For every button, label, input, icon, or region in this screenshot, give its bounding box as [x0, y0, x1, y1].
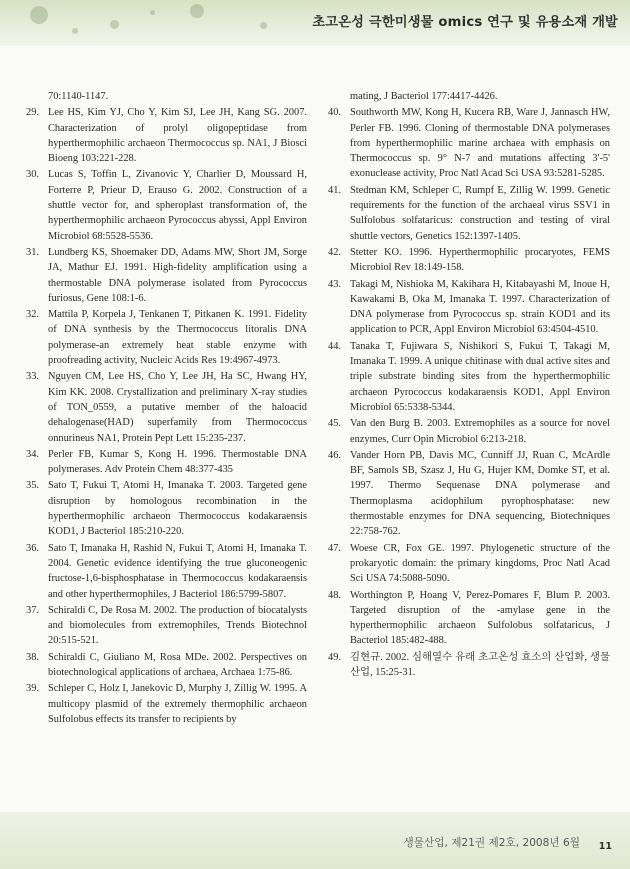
reference-text: Lee HS, Kim YJ, Cho Y, Kim SJ, Lee JH, Kang SG. 2007. Characterization of prolyl oligopeptidase from hyperthermophilic archaeon Thermococcus sp. NA1, J Biosci Bioeng 103:221-228.: [48, 107, 307, 165]
reference-item: [28, 681, 307, 727]
reference-number: 29.: [26, 107, 39, 119]
decorative-dot: [110, 20, 119, 29]
decorative-dot: [30, 6, 48, 24]
page-number: 11: [598, 841, 612, 852]
reference-item: [28, 105, 307, 166]
reference-text: Schiraldi C, Giuliano M, Rosa MDe. 2002. Perspectives on biotechnological applications of archaea, Archaea 1:75-86.: [48, 651, 307, 678]
reference-item: [330, 416, 610, 447]
reference-number: 32.: [26, 309, 39, 321]
reference-number: 39.: [26, 683, 39, 695]
reference-item: [330, 183, 610, 244]
references-left-column: [28, 89, 307, 727]
reference-item: [28, 650, 307, 681]
reference-number: 37.: [26, 604, 39, 616]
reference-text: Lucas S, Toffin L, Zivanovic Y, Charlier D, Moussard H, Forterre P, Prieur D, Erauso G. 2002. Construction of a shuttle vector for, and spheroplast transformation of, the hyperthermophilic archaeon Pyrococcus abyssi, Appl Environ Microbiol 68:5528-5536.: [48, 169, 307, 242]
reference-number: 40.: [328, 107, 341, 119]
reference-item: [330, 650, 610, 681]
reference-text: Mattila P, Korpela J, Tenkanen T, Pitkanen K. 1991. Fidelity of DNA synthesis by the Thermococcus litoralis DNA polymerase-an extremely heat stable enzyme with proofreading activity, Nucleic Acids Res 19:4967-4973.: [48, 309, 307, 367]
reference-number: 43.: [328, 278, 341, 290]
reference-text: Takagi M, Nishioka M, Kakihara H, Kitabayashi M, Inoue H, Kawakami B, Oka M, Imanaka T. 1997. Characterization of DNA polymerase from Pyrococcus sp. strain KOD1 and its application to PCR, Appl Environ Microbiol 63:4504-4510.: [350, 278, 610, 336]
reference-text: Southworth MW, Kong H, Kucera RB, Ware J, Jannasch HW, Perler FB. 1996. Cloning of thermostable DNA polymerases from hyperthermophilic marine archaea with emphasis on Thermococcus sp. 9° N-7 and mutations affecting 3'-5' exonuclease activity, Proc Natl Acad Sci USA 93:5281-5285.: [350, 107, 610, 180]
page-footer: [0, 812, 630, 869]
reference-text: Woese CR, Fox GE. 1997. Phylogenetic structure of the prokaryotic domain: the primary kingdoms, Proc Natl Acad Sci USA 74:5088-5090.: [350, 542, 610, 585]
reference-text: Vander Horn PB, Davis MC, Cunniff JJ, Ruan C, McArdle BF, Samols SB, Szasz J, Hu G, Hujer KM, Domke ST, et al. 1997. Thermo Sequenase DNA polymerase and Thermoplasma acidophilum pyrophosphatase: new thermostable enzymes for DNA sequencing, Biotechniques 22:758-762.: [350, 449, 610, 538]
reference-item: [28, 603, 307, 649]
reference-number: 42.: [328, 246, 341, 258]
reference-continuation: [28, 89, 307, 104]
reference-number: 36.: [26, 542, 39, 554]
reference-item: [28, 369, 307, 445]
reference-text: Schleper C, Holz I, Janekovic D, Murphy J, Zillig W. 1995. A multicopy plasmid of the extremely thermophilic archaeon Sulfolobus effects its transfer to recipients by: [48, 683, 307, 725]
reference-text: Stetter KO. 1996. Hyperthermophilic procaryotes, FEMS Microbiol Rev 18:149-158.: [350, 246, 610, 274]
reference-text: Tanaka T, Fujiwara S, Nishikori S, Fukui T, Takagi M, Imanaka T. 1999. A unique chitinase with dual active sites and triple substrate binding sites from the hyperthermophilic archaeon Pyrococcus kodakaraensis KOD1, Appl Environ Microbiol 65:5338-5344.: [350, 340, 610, 413]
reference-text: Lundberg KS, Shoemaker DD, Adams MW, Short JM, Sorge JA, Mathur EJ. 1991. High-fidelity amplification using a thermostable DNA polymerase isolated from Pyrococcus furiosus, Gene 108:1-6.: [48, 246, 307, 304]
reference-number: 33.: [26, 371, 39, 383]
reference-number: 44.: [328, 340, 341, 352]
reference-number: 30.: [26, 169, 39, 181]
page-header: [0, 0, 630, 46]
reference-item: [28, 307, 307, 368]
reference-number: 41.: [328, 184, 341, 196]
references-right-column: [330, 89, 610, 680]
reference-text: Schiraldi C, De Rosa M. 2002. The production of biocatalysts and biomolecules from extremophiles, Trends Biotechnol 20:515-521.: [48, 604, 307, 647]
reference-text: mating, J Bacteriol 177:4417-4426.: [350, 91, 498, 102]
reference-item: [28, 167, 307, 243]
reference-item: [28, 541, 307, 602]
reference-number: 47.: [328, 542, 341, 554]
reference-item: [330, 277, 610, 338]
reference-item: [28, 245, 307, 306]
reference-number: 31.: [26, 246, 39, 258]
reference-text: Nguyen CM, Lee HS, Cho Y, Lee JH, Ha SC, Hwang HY, Kim KK. 2008. Crystallization and preliminary X-ray studies of TON_0559, a putative member of the haloacid dehalogenase(HAD) superfamily from Thermococcus onnurineus NA1, Protein Pept Lett 15:235-237.: [48, 371, 307, 444]
reference-item: [330, 448, 610, 540]
reference-number: 38.: [26, 651, 39, 663]
reference-continuation: [330, 89, 610, 104]
reference-text: Sato T, Fukui T, Atomi H, Imanaka T. 2003. Targeted gene disruption by homologous recombination in the hyperthermophilic archaeon Thermococcus kodakaraensis KOD1, J Bacteriol 185:210-220.: [48, 480, 307, 538]
reference-item: [330, 588, 610, 649]
reference-item: [330, 105, 610, 181]
reference-text: Stedman KM, Schleper C, Rumpf E, Zillig W. 1999. Genetic requirements for the function of the archaeal virus SSV1 in Sulfolobus solfataricus: construction and testing of viral shuttle vectors, Genetics 152:1397-1405.: [350, 184, 610, 242]
reference-item: [28, 478, 307, 539]
decorative-dot: [72, 28, 78, 34]
decorative-dot: [260, 22, 267, 29]
reference-number: 49.: [328, 651, 341, 663]
reference-item: [330, 339, 610, 415]
reference-item: [28, 447, 307, 478]
reference-text: Sato T, Imanaka H, Rashid N, Fukui T, Atomi H, Imanaka T. 2004. Genetic evidence identifying the true gluconeogenic fructose-1,6-bisphosphatase in Thermococcus kodakaraensis and other hyperthermophiles, J Bacteriol 186:5799-5807.: [48, 542, 307, 600]
reference-number: 48.: [328, 589, 341, 601]
reference-number: 46.: [328, 449, 341, 461]
reference-item: [330, 245, 610, 276]
reference-item: [330, 541, 610, 587]
reference-number: 45.: [328, 418, 341, 430]
reference-text: Worthington P, Hoang V, Perez-Pomares F, Blum P. 2003. Targeted disruption of the -amylase gene in the hyperthermophilic archaeon Sulfolobus solfataricus, J Bacteriol 185:482-488.: [350, 589, 610, 647]
reference-number: 35.: [26, 480, 39, 492]
reference-text: 70:1140-1147.: [48, 91, 109, 102]
reference-text: 김현규. 2002. 심해열수 유래 초고온성 효소의 산업화, 생물산업, 15:25-31.: [350, 651, 610, 678]
reference-text: Van den Burg B. 2003. Extremophiles as a source for novel enzymes, Curr Opin Microbiol 6:213-218.: [350, 418, 610, 445]
reference-text: Perler FB, Kumar S, Kong H. 1996. Thermostable DNA polymerases. Adv Protein Chem 48:377-435: [48, 448, 307, 476]
reference-number: 34.: [26, 448, 39, 460]
decorative-dot: [150, 10, 155, 15]
decorative-dot: [190, 4, 204, 18]
journal-citation: 생물산업, 제21권 제2호, 2008년 6월: [403, 837, 580, 849]
running-header-title: 초고온성 극한미생물 omics 연구 및 유용소재 개발: [312, 15, 618, 30]
